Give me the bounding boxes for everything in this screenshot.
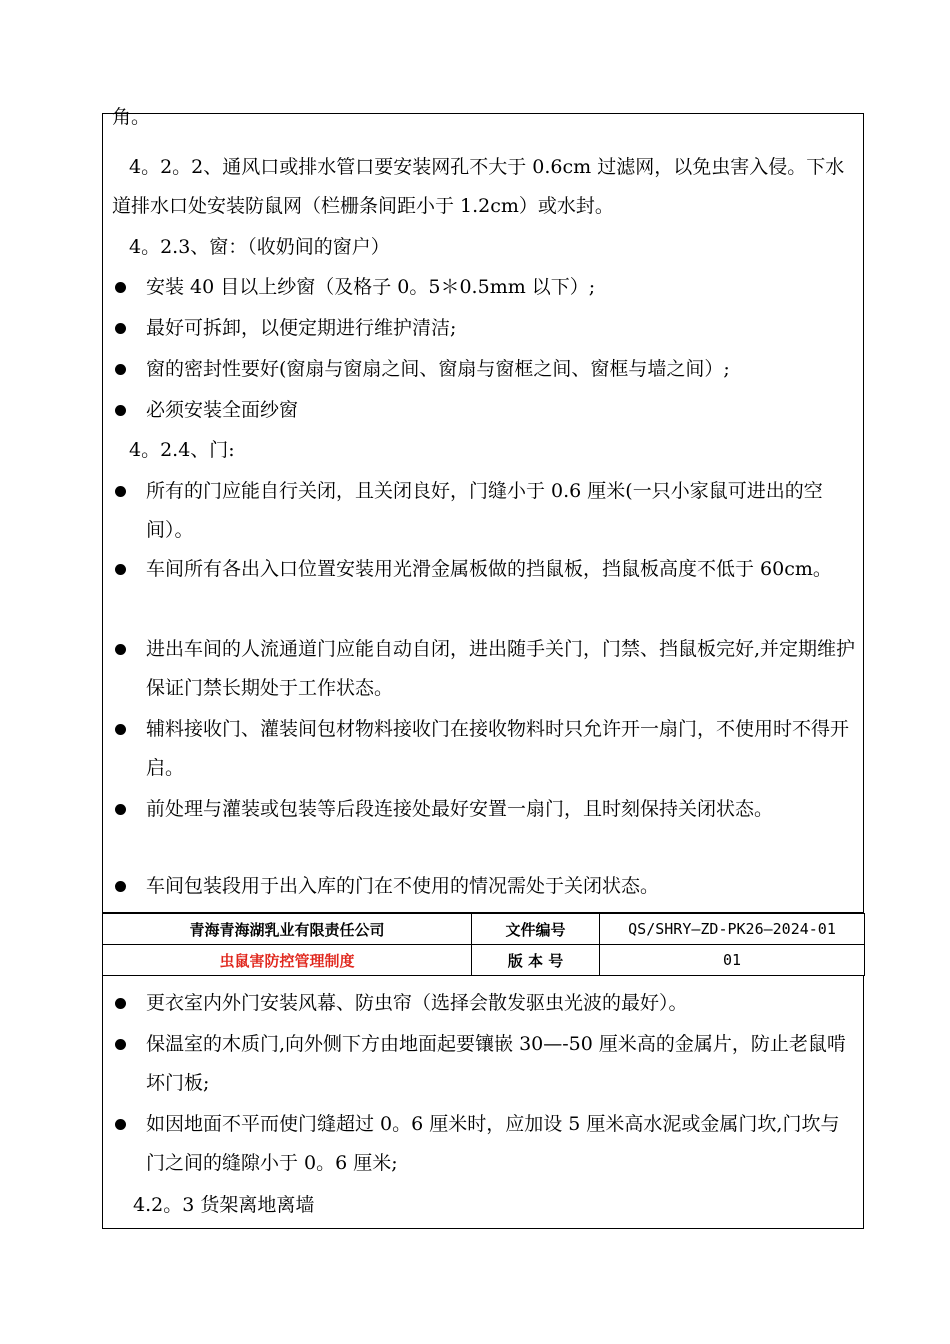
bullet-icon: [115, 364, 126, 375]
version-value: 01: [600, 945, 865, 976]
list-item: [112, 268, 857, 307]
list-item-text: 所有的门应能自行关闭，且关闭良好，门缝小于 0.6 厘米(一只小家鼠可进出的空间）。: [146, 480, 823, 541]
list-item: [112, 472, 857, 550]
bullet-icon: [115, 644, 126, 655]
bullet-icon: [115, 881, 126, 892]
heading-4-2-3-shelves: 4.2。3 货架离地离墙: [133, 1194, 315, 1216]
list-item-text: 进出车间的人流通道门应能自动自闭，进出随手关门，门禁、挡鼠板完好,并定期维护保证门禁长期处于工作状态。: [146, 638, 856, 699]
list-item: [112, 984, 857, 1023]
document-header-table: [102, 913, 865, 976]
list-item: [112, 630, 857, 708]
file-number-value: QS/SHRY—ZD-PK26—2024-01: [600, 914, 865, 945]
version-label: 版 本 号: [472, 945, 600, 976]
bullet-icon: [115, 282, 126, 293]
list-item-text: 更衣室内外门安装风幕、防虫帘（选择会散发驱虫光波的最好）。: [146, 992, 688, 1014]
bullet-icon: [115, 724, 126, 735]
list-item: [112, 350, 857, 389]
table-row: [103, 914, 865, 945]
bullet-icon: [115, 998, 126, 1009]
list-item: [112, 790, 857, 829]
list-item: [112, 309, 857, 348]
list-item-text: 辅料接收门、灌装间包材物料接收门在接收物料时只允许开一扇门，不使用时不得开启。: [146, 718, 850, 779]
list-item: [112, 391, 857, 430]
bullet-icon: [115, 405, 126, 416]
heading-4-2-3-window: 4。2.3、窗：（收奶间的窗户）: [129, 236, 390, 258]
list-item: [112, 550, 857, 589]
file-number-label: 文件编号: [472, 914, 600, 945]
list-item-text: 车间所有各出入口位置安装用光滑金属板做的挡鼠板，挡鼠板高度不低于 60cm。: [146, 558, 832, 580]
list-item-text: 如因地面不平而使门缝超过 0。6 厘米时，应加设 5 厘米高水泥或金属门坎,门坎与门之间的缝隙小于 0。6 厘米;: [146, 1113, 840, 1174]
bullet-icon: [115, 564, 126, 575]
bullet-icon: [115, 804, 126, 815]
bullet-icon: [115, 323, 126, 334]
list-item-text: 保温室的木质门,向外侧下方由地面起要镶嵌 30—-50 厘米高的金属片，防止老鼠啃坏门板;: [146, 1033, 846, 1094]
heading-4-2-4-door: 4。2.4、门:: [129, 439, 235, 461]
table-row: [103, 945, 865, 976]
list-item-text: 前处理与灌装或包装等后段连接处最好安置一扇门，且时刻保持关闭状态。: [146, 798, 774, 820]
paragraph-corner: 角。: [112, 106, 151, 128]
bullet-icon: [115, 486, 126, 497]
list-item-text: 安装 40 目以上纱窗（及格子 0。5＊0.5mm 以下）;: [146, 276, 596, 298]
list-item-text: 最好可拆卸，以便定期进行维护清洁;: [146, 317, 457, 339]
list-item-text: 车间包装段用于出入库的门在不使用的情况需处于关闭状态。: [146, 875, 660, 897]
company-name: 青海青海湖乳业有限责任公司: [103, 914, 472, 945]
list-item: [112, 1025, 857, 1103]
list-item-text: 必须安装全面纱窗: [146, 399, 299, 421]
bullet-icon: [115, 1039, 126, 1050]
list-item: [112, 1105, 857, 1183]
list-item: [112, 710, 857, 788]
list-item-text: 窗的密封性要好(窗扇与窗扇之间、窗扇与窗框之间、窗框与墙之间）;: [146, 358, 730, 380]
list-item: [112, 867, 857, 906]
bullet-icon: [115, 1119, 126, 1130]
paragraph-4-2-2: 4。2。2、通风口或排水管口要安装网孔不大于 0.6cm 过滤网，以免虫害入侵。下水道排水口处安装防鼠网（栏栅条间距小于 1.2cm）或水封。: [112, 156, 845, 217]
document-title: 虫鼠害防控管理制度: [103, 945, 472, 976]
